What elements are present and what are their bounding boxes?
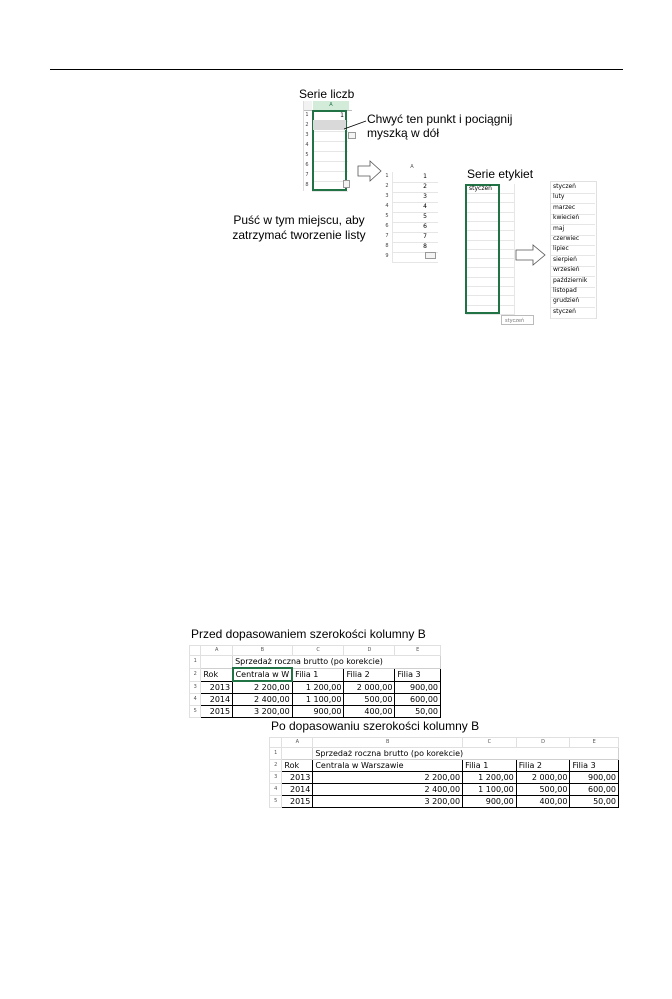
- month-item[interactable]: marzec: [553, 203, 576, 211]
- month-item[interactable]: październik: [553, 276, 588, 284]
- month-item[interactable]: kwiecień: [553, 214, 580, 222]
- month-item[interactable]: czerwiec: [553, 235, 580, 242]
- table-cell[interactable]: 3 200,00: [313, 796, 463, 808]
- col-header[interactable]: A: [201, 646, 233, 656]
- row-header: 9: [385, 253, 389, 259]
- table-cell[interactable]: 2013: [282, 772, 313, 784]
- table-after: A B C D E 1 Sprzedaż roczna brutto (po korekcie) 2 Rok Centrala w Warszawie Filia 1 Filia 2 Filia 3 3 2013 2 200,00 1 200,00 2 000,00 900,00 4 2014 2 400,00 1 100,00 500,00 600,00 5 2015 3 200,00 900,00 400,00 50,00: [269, 737, 619, 808]
- sheet-cell[interactable]: 6: [423, 223, 427, 230]
- column-header-a[interactable]: A: [313, 101, 349, 110]
- row-header: 1: [305, 112, 309, 118]
- col-header[interactable]: E: [570, 738, 619, 748]
- row-header: 8: [385, 243, 389, 249]
- table-cell[interactable]: 900,00: [395, 681, 441, 694]
- table-cell[interactable]: 50,00: [395, 706, 441, 718]
- label-label-series: Serie etykiet: [467, 167, 534, 181]
- table-cell[interactable]: 2 400,00: [313, 784, 463, 796]
- table-cell[interactable]: 600,00: [570, 784, 619, 796]
- table-cell[interactable]: 1 200,00: [292, 681, 344, 694]
- row-header: 3: [305, 132, 309, 138]
- col-header[interactable]: C: [463, 738, 517, 748]
- autofill-options-icon-2[interactable]: [425, 252, 436, 259]
- table-cell[interactable]: 2014: [282, 784, 313, 796]
- col-header[interactable]: A: [282, 738, 313, 748]
- row-header: 4: [385, 203, 389, 209]
- row-header: 7: [305, 172, 309, 178]
- month-item[interactable]: wrzesień: [553, 266, 580, 274]
- table-cell[interactable]: 50,00: [570, 796, 619, 808]
- table-cell[interactable]: Filia 2: [516, 760, 570, 772]
- sheet-cell[interactable]: 7: [423, 233, 427, 240]
- table-cell[interactable]: 2 000,00: [344, 681, 395, 694]
- row-header: 1: [385, 173, 389, 179]
- active-cell[interactable]: Centrala w W: [233, 668, 293, 681]
- row-header: 8: [305, 182, 309, 188]
- sheet-cell[interactable]: 1: [423, 173, 427, 180]
- row-header: 2: [385, 183, 389, 189]
- table-cell[interactable]: 2 200,00: [233, 681, 293, 694]
- table-before: A B C D E 1 Sprzedaż roczna brutto (po korekcie) 2 Rok Centrala w W Filia 1 Filia 2 Filia 3 3 2013 2 200,00 1 200,00 2 000,00 900,00 4 2014 2 400,00 1 100,00 500,00 600,00 5 2015 3 200,00 900,00 400,00 50,00: [189, 645, 441, 718]
- table-cell[interactable]: 500,00: [516, 784, 570, 796]
- row-header: 4: [305, 142, 309, 148]
- label-selection-range: [465, 184, 500, 314]
- col-header[interactable]: D: [516, 738, 570, 748]
- sheet-cell[interactable]: 5: [423, 213, 427, 220]
- table-cell[interactable]: 1 100,00: [463, 784, 517, 796]
- table-cell[interactable]: 2 400,00: [233, 694, 293, 706]
- callout-release-text: Puść w tym miejscu, aby zatrzymać tworzenie listy: [232, 213, 366, 242]
- table-cell[interactable]: 900,00: [292, 706, 344, 718]
- col-header[interactable]: C: [292, 646, 344, 656]
- title-cell[interactable]: Sprzedaż roczna brutto (po korekcie): [233, 656, 441, 669]
- sheet-cell[interactable]: 2: [423, 183, 427, 190]
- col-header[interactable]: E: [395, 646, 441, 656]
- header-rule: [50, 69, 623, 70]
- col-header-b[interactable]: B: [233, 646, 293, 656]
- table-cell[interactable]: 2015: [282, 796, 313, 808]
- row-header: 5: [305, 152, 309, 158]
- table-cell[interactable]: 2 200,00: [313, 772, 463, 784]
- col-header-b[interactable]: B: [313, 738, 463, 748]
- row-header: 7: [385, 233, 389, 239]
- table-cell[interactable]: 900,00: [570, 772, 619, 784]
- sheet-cell[interactable]: 3: [423, 193, 427, 200]
- table-cell[interactable]: Filia 3: [570, 760, 619, 772]
- month-item[interactable]: listopad: [553, 287, 577, 294]
- table-cell[interactable]: Centrala w Warszawie: [313, 760, 463, 772]
- callout-grab-text: Chwyć ten punkt i pociągnij myszką w dół: [367, 112, 513, 140]
- table-cell[interactable]: 3 200,00: [233, 706, 293, 718]
- row-header: 2: [305, 122, 309, 128]
- row-header: 6: [305, 162, 309, 168]
- fill-tooltip: styczeń: [501, 315, 534, 325]
- sheet-cell[interactable]: 1: [340, 112, 344, 119]
- month-item[interactable]: grudzień: [553, 297, 580, 305]
- month-item[interactable]: lipiec: [553, 245, 569, 253]
- sheet-cell[interactable]: 4: [423, 203, 427, 210]
- table-cell[interactable]: 400,00: [344, 706, 395, 718]
- autofill-handle-icon[interactable]: [343, 180, 350, 188]
- row-header: 3: [385, 193, 389, 199]
- label-number-series: Serie liczb: [299, 87, 355, 101]
- col-header[interactable]: D: [344, 646, 395, 656]
- month-item[interactable]: maj: [553, 224, 565, 232]
- arrow-right-icon: [357, 160, 383, 182]
- table-cell[interactable]: Filia 1: [292, 668, 344, 681]
- table-cell[interactable]: 2014: [201, 694, 233, 706]
- table-cell[interactable]: Filia 1: [463, 760, 517, 772]
- table-cell[interactable]: 900,00: [463, 796, 517, 808]
- table-cell[interactable]: 1 200,00: [463, 772, 517, 784]
- table-cell[interactable]: 600,00: [395, 694, 441, 706]
- start-label: styczeń: [469, 185, 492, 192]
- row-header: 6: [385, 223, 389, 229]
- table-cell[interactable]: 500,00: [344, 694, 395, 706]
- month-item[interactable]: sierpień: [553, 255, 577, 263]
- before-title: Przed dopasowaniem szerokości kolumny B: [191, 627, 426, 641]
- table-cell[interactable]: 2 000,00: [516, 772, 570, 784]
- sheet-cell[interactable]: 8: [423, 243, 427, 250]
- title-cell[interactable]: Sprzedaż roczna brutto (po korekcie): [313, 748, 619, 760]
- month-item[interactable]: styczeń: [553, 183, 576, 190]
- table-cell[interactable]: 1 100,00: [292, 694, 344, 706]
- table-cell[interactable]: 2013: [201, 681, 233, 694]
- autofill-options-icon[interactable]: [348, 132, 356, 139]
- month-item[interactable]: luty: [553, 193, 565, 201]
- arrow-right-icon-2: [515, 244, 547, 266]
- table-cell[interactable]: 2015: [201, 706, 233, 718]
- month-item[interactable]: styczeń: [553, 307, 576, 315]
- table-cell[interactable]: Filia 3: [395, 668, 441, 681]
- after-title: Po dopasowaniu szerokości kolumny B: [271, 719, 480, 733]
- callout-pointer: [340, 118, 370, 132]
- table-cell[interactable]: 400,00: [516, 796, 570, 808]
- row-header: 5: [385, 213, 389, 219]
- table-cell[interactable]: Rok: [282, 760, 313, 772]
- sheet-number-series-result: A: [410, 164, 414, 170]
- table-cell[interactable]: Filia 2: [344, 668, 395, 681]
- table-cell[interactable]: Rok: [201, 668, 233, 681]
